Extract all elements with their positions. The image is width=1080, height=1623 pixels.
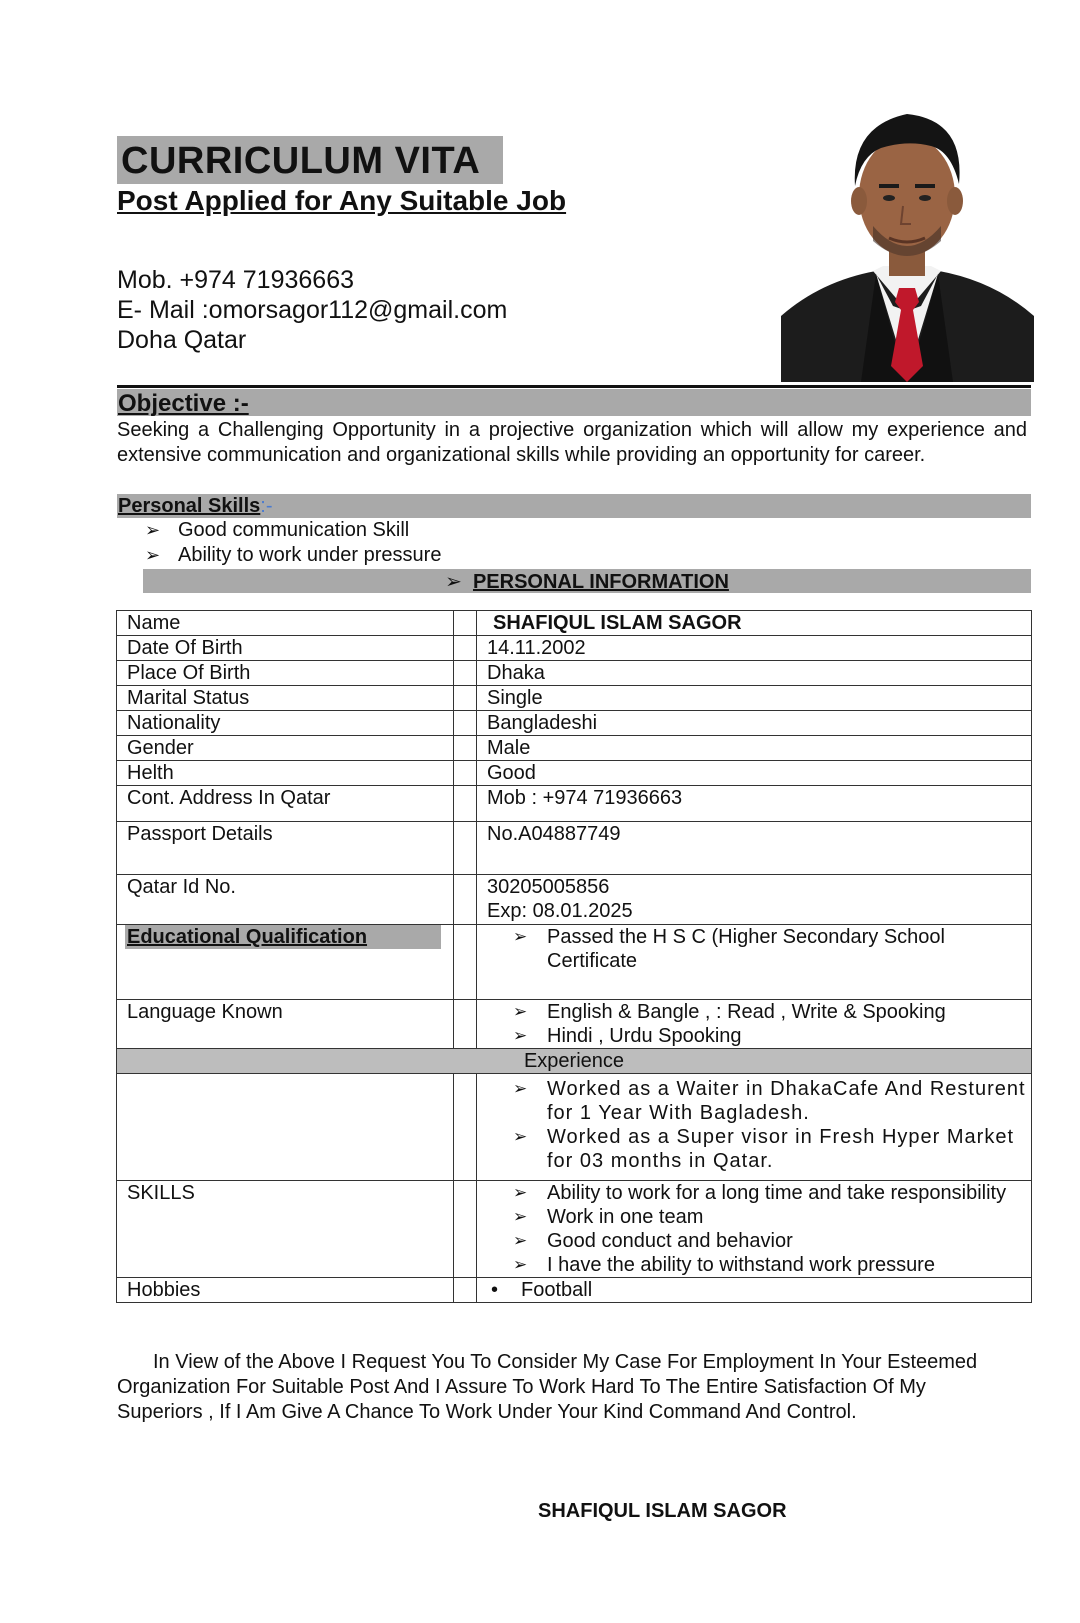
qatar-id-number: 30205005856 xyxy=(487,876,610,898)
personal-information-table xyxy=(116,610,1032,1303)
row-label: Marital Status xyxy=(117,686,454,711)
row-label: Date Of Birth xyxy=(117,636,454,661)
cv-title: CURRICULUM VITA xyxy=(117,136,503,184)
list-item: ➢ Work in one team xyxy=(513,1205,1031,1229)
contact-email: E- Mail :omorsagor112@gmail.com xyxy=(117,296,508,324)
row-value: Bangladeshi xyxy=(477,711,1032,736)
list-item: ➢ Passed the H S C (Higher Secondary School Certificate xyxy=(513,925,1031,973)
post-applied-title: Post Applied for Any Suitable Job xyxy=(117,185,567,216)
personal-information-heading: ➢ PERSONAL INFORMATION xyxy=(143,569,1031,593)
table-row xyxy=(117,711,1032,736)
row-label: Passport Details xyxy=(117,822,454,875)
personal-skills-list xyxy=(145,518,441,568)
list-item: ➢ Worked as a Waiter in DhakaCafe And Resturent for 1 Year With Bagladesh. xyxy=(513,1077,1031,1125)
profile-photo xyxy=(781,106,1034,382)
row-label: Place Of Birth xyxy=(117,661,454,686)
row-value: Male xyxy=(477,736,1032,761)
table-row xyxy=(117,822,1032,875)
row-label xyxy=(117,925,454,1000)
experience-heading-row xyxy=(117,1049,1032,1074)
row-label: Gender xyxy=(117,736,454,761)
contact-mobile: Mob. +974 71936663 xyxy=(117,266,355,294)
table-row xyxy=(117,1000,1032,1049)
row-value xyxy=(477,925,1032,1000)
table-row xyxy=(117,611,1032,636)
list-item: ➢ Ability to work under pressure xyxy=(145,544,442,566)
row-value: Dhaka xyxy=(477,661,1032,686)
experience-heading: Experience xyxy=(117,1049,1032,1074)
table-row xyxy=(117,736,1032,761)
table-row xyxy=(117,761,1032,786)
arrow-bullet-icon: ➢ xyxy=(145,545,161,565)
list-item: ➢ English & Bangle , : Read , Write & Spooking xyxy=(513,1000,1031,1024)
arrow-bullet-icon: ➢ xyxy=(445,571,473,593)
personal-skills-heading: Personal Skills:- xyxy=(117,494,1031,518)
row-label: Nationality xyxy=(117,711,454,736)
list-item: ➢ Good conduct and behavior xyxy=(513,1229,1031,1253)
row-value: SHAFIQUL ISLAM SAGOR xyxy=(477,611,1032,636)
row-label: Qatar Id No. xyxy=(117,875,454,925)
table-row xyxy=(117,686,1032,711)
row-label: Helth xyxy=(117,761,454,786)
list-item: ➢ Good communication Skill xyxy=(145,519,410,541)
closing-paragraph: In View of the Above I Request You To Consider My Case For Employment In Your Esteemed Organization For Suitable Post And I Assure To Work Hard To The Entire Satisfaction Of My Superiors , If I Am Give A Chance To Work Under Your Kind Command And Control. xyxy=(117,1351,978,1423)
dot-bullet-icon: • xyxy=(491,1279,499,1301)
list-item: ➢ Ability to work for a long time and take responsibility xyxy=(513,1181,1031,1205)
row-label: Cont. Address In Qatar xyxy=(117,786,454,822)
table-row xyxy=(117,636,1032,661)
header-divider xyxy=(117,385,1031,388)
row-value xyxy=(477,1074,1032,1181)
row-value xyxy=(477,1181,1032,1278)
row-value: 14.11.2002 xyxy=(477,636,1032,661)
objective-heading: Objective :- xyxy=(117,389,1031,416)
qatar-id-expiry: Exp: 08.01.2025 xyxy=(487,900,633,922)
education-label: Educational Qualification xyxy=(125,925,441,949)
table-row xyxy=(117,1278,1032,1303)
row-label: SKILLS xyxy=(117,1181,454,1278)
table-row xyxy=(117,661,1032,686)
table-row xyxy=(117,1074,1032,1181)
row-value: Single xyxy=(477,686,1032,711)
list-item: ➢ Hindi , Urdu Spooking xyxy=(513,1024,1031,1048)
objective-text: Seeking a Challenging Opportunity in a projective organization which will allow my experience and extensive communication and organizational skills while providing an opportunity for career. xyxy=(117,419,1027,466)
contact-location: Doha Qatar xyxy=(117,326,247,354)
contact-block xyxy=(117,265,507,355)
row-value xyxy=(477,1000,1032,1049)
row-label: Hobbies xyxy=(117,1278,454,1303)
row-label: Name xyxy=(117,611,454,636)
table-row xyxy=(117,925,1032,1000)
row-value: Mob : +974 71936663 xyxy=(477,786,1032,822)
list-item: ➢ Worked as a Super visor in Fresh Hyper Market for 03 months in Qatar. xyxy=(513,1125,1031,1173)
row-value: Good xyxy=(477,761,1032,786)
row-value xyxy=(477,1278,1032,1303)
list-item: ➢ I have the ability to withstand work pressure xyxy=(513,1253,1031,1277)
row-label: Language Known xyxy=(117,1000,454,1049)
table-row xyxy=(117,875,1032,925)
arrow-bullet-icon: ➢ xyxy=(145,520,161,540)
list-item: Football xyxy=(521,1279,593,1301)
table-row xyxy=(117,786,1032,822)
row-value xyxy=(477,875,1032,925)
row-value: No.A04887749 xyxy=(477,822,1032,875)
signature-name: SHAFIQUL ISLAM SAGOR xyxy=(538,1500,787,1522)
table-row xyxy=(117,1181,1032,1278)
